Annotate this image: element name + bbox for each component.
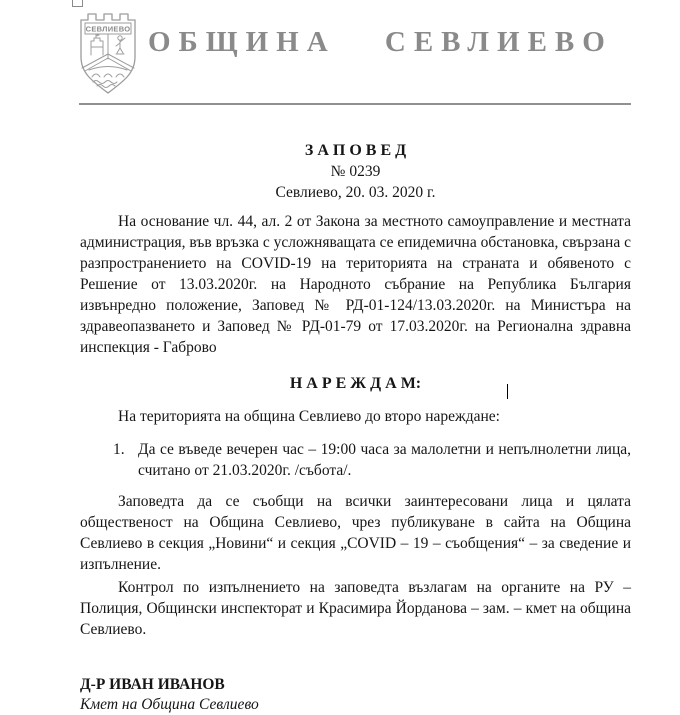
text-cursor (507, 384, 508, 399)
place-and-date: Севлиево, 20. 03. 2020 г. (275, 184, 436, 201)
signer-name: Д-Р ИВАН ИВАНОВ (80, 676, 225, 693)
document-title: З А П О В Е Д (304, 142, 407, 159)
signature-block (80, 674, 631, 715)
emblem-banner-label: СЕВЛИЕВО (85, 24, 131, 34)
order-item-text: Да се въведе вечерен час – 19:00 часа за малолетни и непълнолетни лица, считано от 21.03.2020г. /събота/. (138, 441, 631, 479)
letterhead-divider (79, 103, 631, 105)
document-number: № 0239 (330, 163, 381, 180)
scope-line: На територията на община Севлиево до второ нареждане: (118, 408, 500, 425)
document-body[interactable] (80, 140, 631, 715)
order-item-1 (113, 439, 631, 481)
control-paragraph: Контрол по изпълнението на заповедта възлагам на органите на РУ – Полиция, Общински инспекторат и Красимира Йорданова – зам. – кмет на община Севлиево. (80, 579, 631, 638)
preamble-paragraph: На основание чл. 44, ал. 2 от Закона за местното самоуправление и местната администрация, във връзка с усложняващата се епидемична обстановка, свързана с разпространението на COVID-19 на територията на страната и обявеното с Решение от 13.03.2020г. на Народното събрание на Република България извънредно положение, Заповед № РД-01-124/13.03.2020г. на Министъра на здравеопазването и Заповед № РД-01-79 от 17.03.2020г. на Регионална здравна инспекция - Габрово (80, 213, 631, 356)
order-item-number: 1. (113, 441, 125, 458)
order-items-list (80, 439, 631, 481)
signer-title: Кмет на Община Севлиево (80, 696, 259, 713)
selection-handle[interactable] (72, 0, 83, 7)
organization-name: ОБЩИНА СЕВЛИЕВО (148, 26, 613, 58)
sevlievo-coat-of-arms-icon (76, 7, 140, 99)
publication-paragraph: Заповедта да се съобщи на всички заинтересовани лица и цялата общественост на Община Севлиево, чрез публикуване в сайта на Община Севлиево в секция „Новини“ и секция „COVID – 19 – съобщения“ – за сведение и изпълнение. (80, 493, 631, 573)
directive-heading: Н А Р Е Ж Д А М: (289, 375, 422, 392)
